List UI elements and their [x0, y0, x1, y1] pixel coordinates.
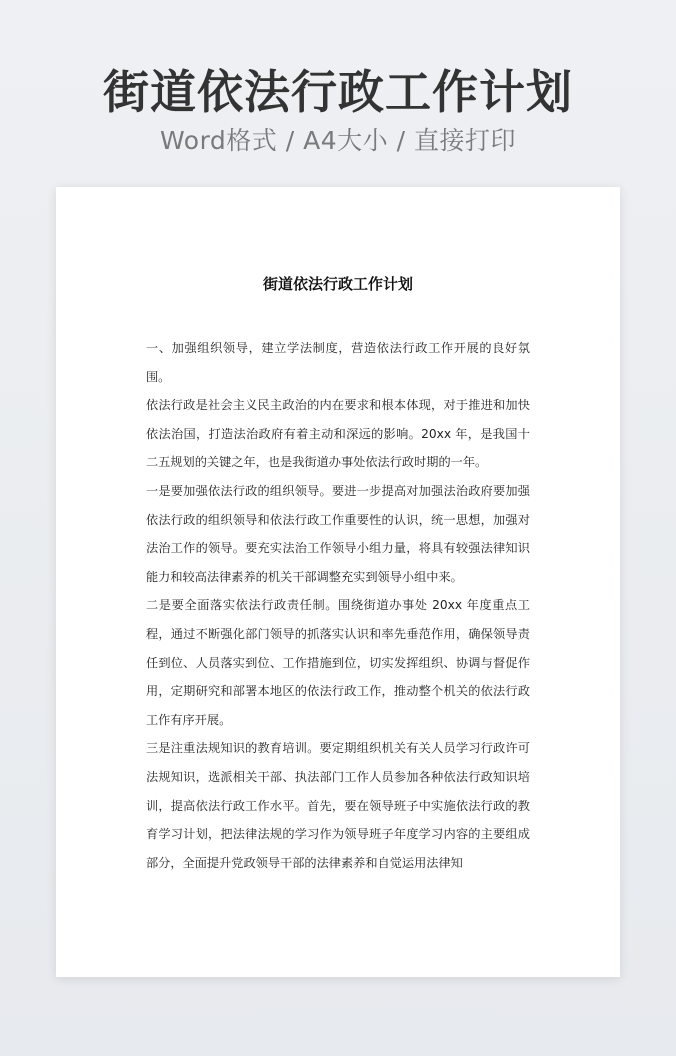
paragraph: 一是要加强依法行政的组织领导。要进一步提高对加强法治政府要加强依法行政的组织领导和依法行政工作重要性的认识，统一思想，加强对法治工作的领导。要充实法治工作领导小组力量，将具有较强法律知识能力和较高法律素养的机关干部调整充实到领导小组中来。 [146, 483, 530, 584]
page-title: 街道依法行政工作计划 [103, 65, 573, 119]
page-header [0, 62, 676, 158]
document-page [56, 187, 620, 977]
paragraph: 二是要全面落实依法行政责任制。围绕街道办事处 20xx 年度重点工程，通过不断强化部门领导的抓落实认识和率先垂范作用，确保领导责任到位、人员落实到位、工作措施到位，切实发挥组织、协调与督促作用，定期研究和部署本地区的依法行政工作，推动整个机关的依法行政工作有序开展。 [146, 598, 530, 727]
paragraph: 依法行政是社会主义民主政治的内在要求和根本体现，对于推进和加快依法治国，打造法治政府有着主动和深远的影响。20xx 年，是我国十二五规划的关键之年，也是我街道办事处依法行政时期的一年。 [146, 398, 530, 470]
document-title: 街道依法行政工作计划 [262, 275, 413, 293]
paragraph-heading-1: 一、加强组织领导，建立学法制度，营造依法行政工作开展的良好氛围。 [146, 341, 530, 384]
page-subtitle: Word格式 / A4大小 / 直接打印 [160, 126, 516, 155]
paragraph: 三是注重法规知识的教育培训。要定期组织机关有关人员学习行政许可法规知识，选派相关干部、执法部门工作人员参加各种依法行政知识培训，提高依法行政工作水平。首先，要在领导班子中实施依法行政的教育学习计划，把法律法规的学习作为领导班子年度学习内容的主要组成部分，全面提升党政领导干部的法律素养和自觉运用法律知 [146, 741, 530, 870]
document-body [146, 334, 530, 877]
